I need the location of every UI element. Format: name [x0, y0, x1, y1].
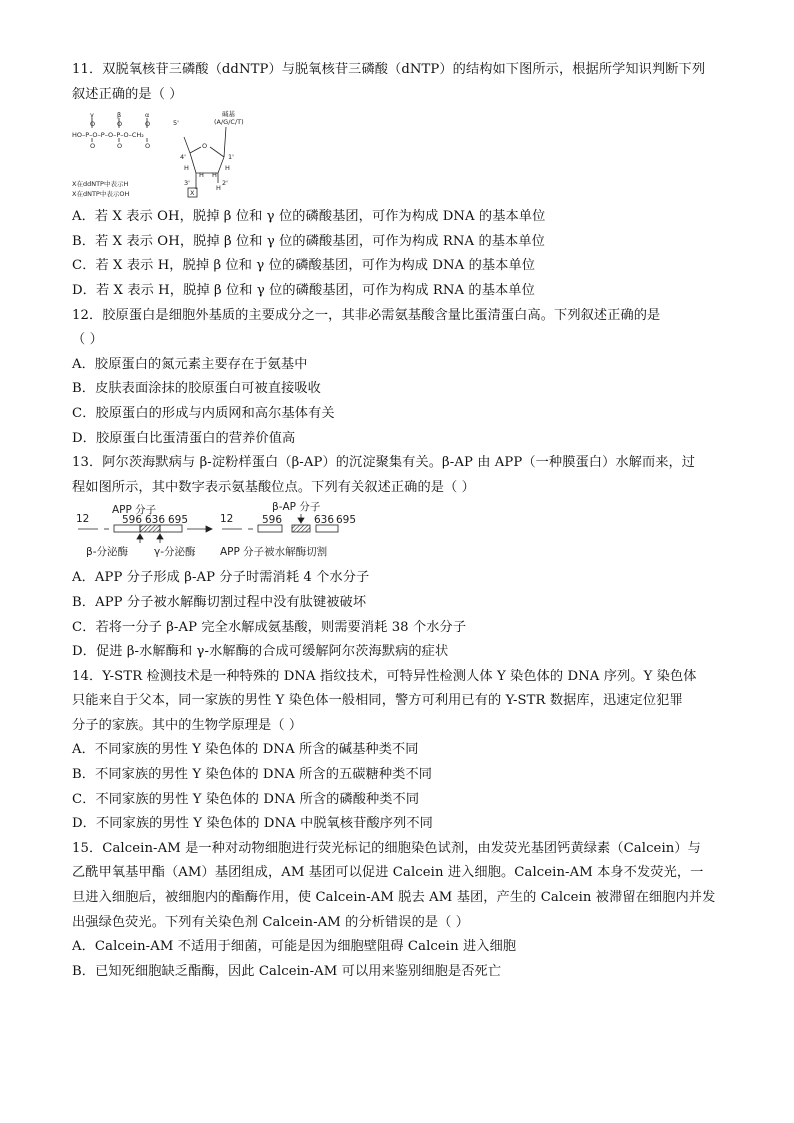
hydrogen-label: H: [216, 184, 221, 193]
site-636-label: 636: [314, 514, 335, 527]
question-stem: 11．双脱氧核苷三磷酸（ddNTP）与脱氧核苷三磷酸（dNTP）的结构如下图所示，根据所学知识判断下列: [72, 62, 706, 77]
base-types-label: (A/G/C/T): [214, 118, 244, 127]
option-b: B．已知死细胞缺乏酯酶，因此 Calcein-AM 可以用来鉴别细胞是否死亡: [72, 963, 502, 979]
option-d: D．促进 β-水解酶和 γ-水解酶的合成可缓解阿尔茨海默病的症状: [72, 644, 449, 660]
five-prime-label: 5': [173, 119, 179, 128]
option-b: B．不同家族的男性 Y 染色体的 DNA 所含的五碳糖种类不同: [72, 767, 433, 783]
option-c: C．若将一分子 β-AP 完全水解成氨基酸，则需要消耗 38 个水分子: [72, 619, 467, 635]
question-stem: 只能来自于父本，同一家族的男性 Y 染色体一般相同，警方可利用已有的 Y-STR 数据库，迅速定位犯罪: [72, 693, 683, 709]
option-a: A．不同家族的男性 Y 染色体的 DNA 所含的碱基种类不同: [72, 742, 419, 758]
gamma-label: γ: [90, 111, 94, 120]
option-a: A．胶原蛋白的氮元素主要存在于氨基中: [72, 356, 308, 372]
option-d: D．胶原蛋白比蛋清蛋白的营养价值高: [72, 430, 296, 446]
hydrogen-label: H: [225, 164, 230, 173]
site-695-label: 695: [168, 514, 189, 527]
option-a: A．若 X 表示 OH，脱掉 β 位和 γ 位的磷酸基团，可作为构成 DNA 的基本单位: [72, 209, 546, 225]
question-12: [72, 304, 724, 452]
beta-label: β: [117, 111, 122, 120]
option-b: B．APP 分子被水解酶切割过程中没有肽键被破坏: [72, 594, 367, 610]
question-stem: 叙述正确的是（ ）: [72, 86, 183, 102]
question-stem: 14．Y-STR 检测技术是一种特殊的 DNA 指纹技术，可特异性检测人体 Y 染色体的 DNA 序列。Y 染色体: [72, 668, 697, 684]
oxygen-label: O: [90, 142, 96, 151]
option-d: D．若 X 表示 H，脱掉 β 位和 γ 位的磷酸基团，可作为构成 RNA 的基本单位: [72, 282, 535, 298]
question-15: [72, 837, 724, 985]
nucleotide-structure-figure: [72, 109, 272, 201]
option-a: A．Calcein-AM 不适用于细菌，可能是因为细胞壁阻碍 Calcein 进入细胞: [72, 939, 517, 955]
app-cleavage-figure: [72, 502, 372, 558]
option-c: C．胶原蛋白的形成与内质网和高尔基体有关: [72, 405, 335, 421]
beta-secretase-label: β-分泌酶: [86, 546, 128, 559]
oxygen-label: O: [90, 120, 96, 129]
x-label: X: [190, 189, 195, 198]
oxygen-label: O: [145, 120, 151, 129]
question-stem: 12．胶原蛋白是细胞外基质的主要成分之一，其非必需氨基酸含量比蛋清蛋白高。下列叙述正确的是: [72, 307, 661, 323]
figure-note: X在ddNTP中表示H: [72, 180, 129, 189]
option-d: D．不同家族的男性 Y 染色体的 DNA 中脱氧核苷酸序列不同: [72, 816, 433, 832]
app-molecule-label: APP 分子: [112, 504, 157, 517]
option-b: B．皮肤表面涂抹的胶原蛋白可被直接吸收: [72, 381, 321, 397]
question-stem: 旦进入细胞后，被细胞内的酯酶作用，使 Calcein-AM 脱去 AM 基团，产生的 Calcein 被滞留在细胞内并发: [72, 890, 716, 906]
option-a: A．APP 分子形成 β-AP 分子时需消耗 4 个水分子: [72, 570, 370, 586]
question-stem: 分子的家族。其中的生物学原理是（ ）: [72, 717, 303, 733]
exam-page: [72, 58, 724, 984]
site-636-label: 636: [145, 514, 166, 527]
question-stem: （ ）: [72, 332, 103, 348]
figure-note: X在dNTP中表示OH: [72, 190, 130, 199]
question-stem: 出强绿色荧光。下列有关染色剂 Calcein-AM 的分析错误的是（ ）: [72, 914, 470, 930]
gamma-secretase-label: γ-分泌酶: [154, 546, 196, 559]
oxygen-label: O: [117, 142, 123, 151]
option-b: B．若 X 表示 OH，脱掉 β 位和 γ 位的磷酸基团，可作为构成 RNA 的基本单位: [72, 233, 545, 249]
c1-label: 1': [228, 153, 234, 162]
base-label: 碱基: [222, 110, 235, 119]
oxygen-label: O: [145, 142, 151, 151]
question-13: [72, 451, 724, 665]
site-596-label: 596: [122, 514, 143, 527]
cleavage-caption: APP 分子被水解酶切割: [220, 546, 328, 559]
beta-ap-label: β-AP 分子: [272, 501, 321, 514]
question-stem: 15．Calcein-AM 是一种对动物细胞进行荧光标记的细胞染色试剂，由发荧光基团钙黄绿素（Calcein）与: [72, 840, 701, 856]
question-14: [72, 665, 724, 837]
c2-label: 2': [222, 179, 228, 188]
question-stem: 13．阿尔茨海默病与 β-淀粉样蛋白（β-AP）的沉淀聚集有关。β-AP 由 APP（一种膜蛋白）水解而来，过: [72, 455, 696, 471]
site-596-label: 596: [262, 514, 283, 527]
c3-label: 3': [184, 179, 190, 188]
hydrogen-label: H: [184, 164, 189, 173]
hydrogen-label: H: [199, 171, 204, 180]
site-695-label: 695: [336, 514, 357, 527]
phosphate-chain: HO–P–O–P–O–P–O–CH₂: [72, 131, 144, 140]
site-12-label: 12: [76, 513, 90, 526]
question-stem: 乙酰甲氧基甲酯（AM）基团组成，AM 基团可以促进 Calcein 进入细胞。Calcein-AM 本身不发荧光，一: [72, 865, 704, 881]
alpha-label: α: [145, 111, 150, 120]
oxygen-label: O: [117, 120, 123, 129]
option-c: C．不同家族的男性 Y 染色体的 DNA 所含的磷酸种类不同: [72, 791, 420, 807]
ring-oxygen-label: O: [202, 142, 208, 151]
option-c: C．若 X 表示 H，脱掉 β 位和 γ 位的磷酸基团，可作为构成 DNA 的基本单位: [72, 258, 536, 274]
site-12-label: 12: [220, 513, 234, 526]
hydrogen-label: H: [212, 171, 217, 180]
c4-label: 4': [180, 153, 186, 162]
question-stem: 程如图所示，其中数字表示氨基酸位点。下列有关叙述正确的是（ ）: [72, 479, 475, 495]
question-11: [72, 58, 724, 304]
